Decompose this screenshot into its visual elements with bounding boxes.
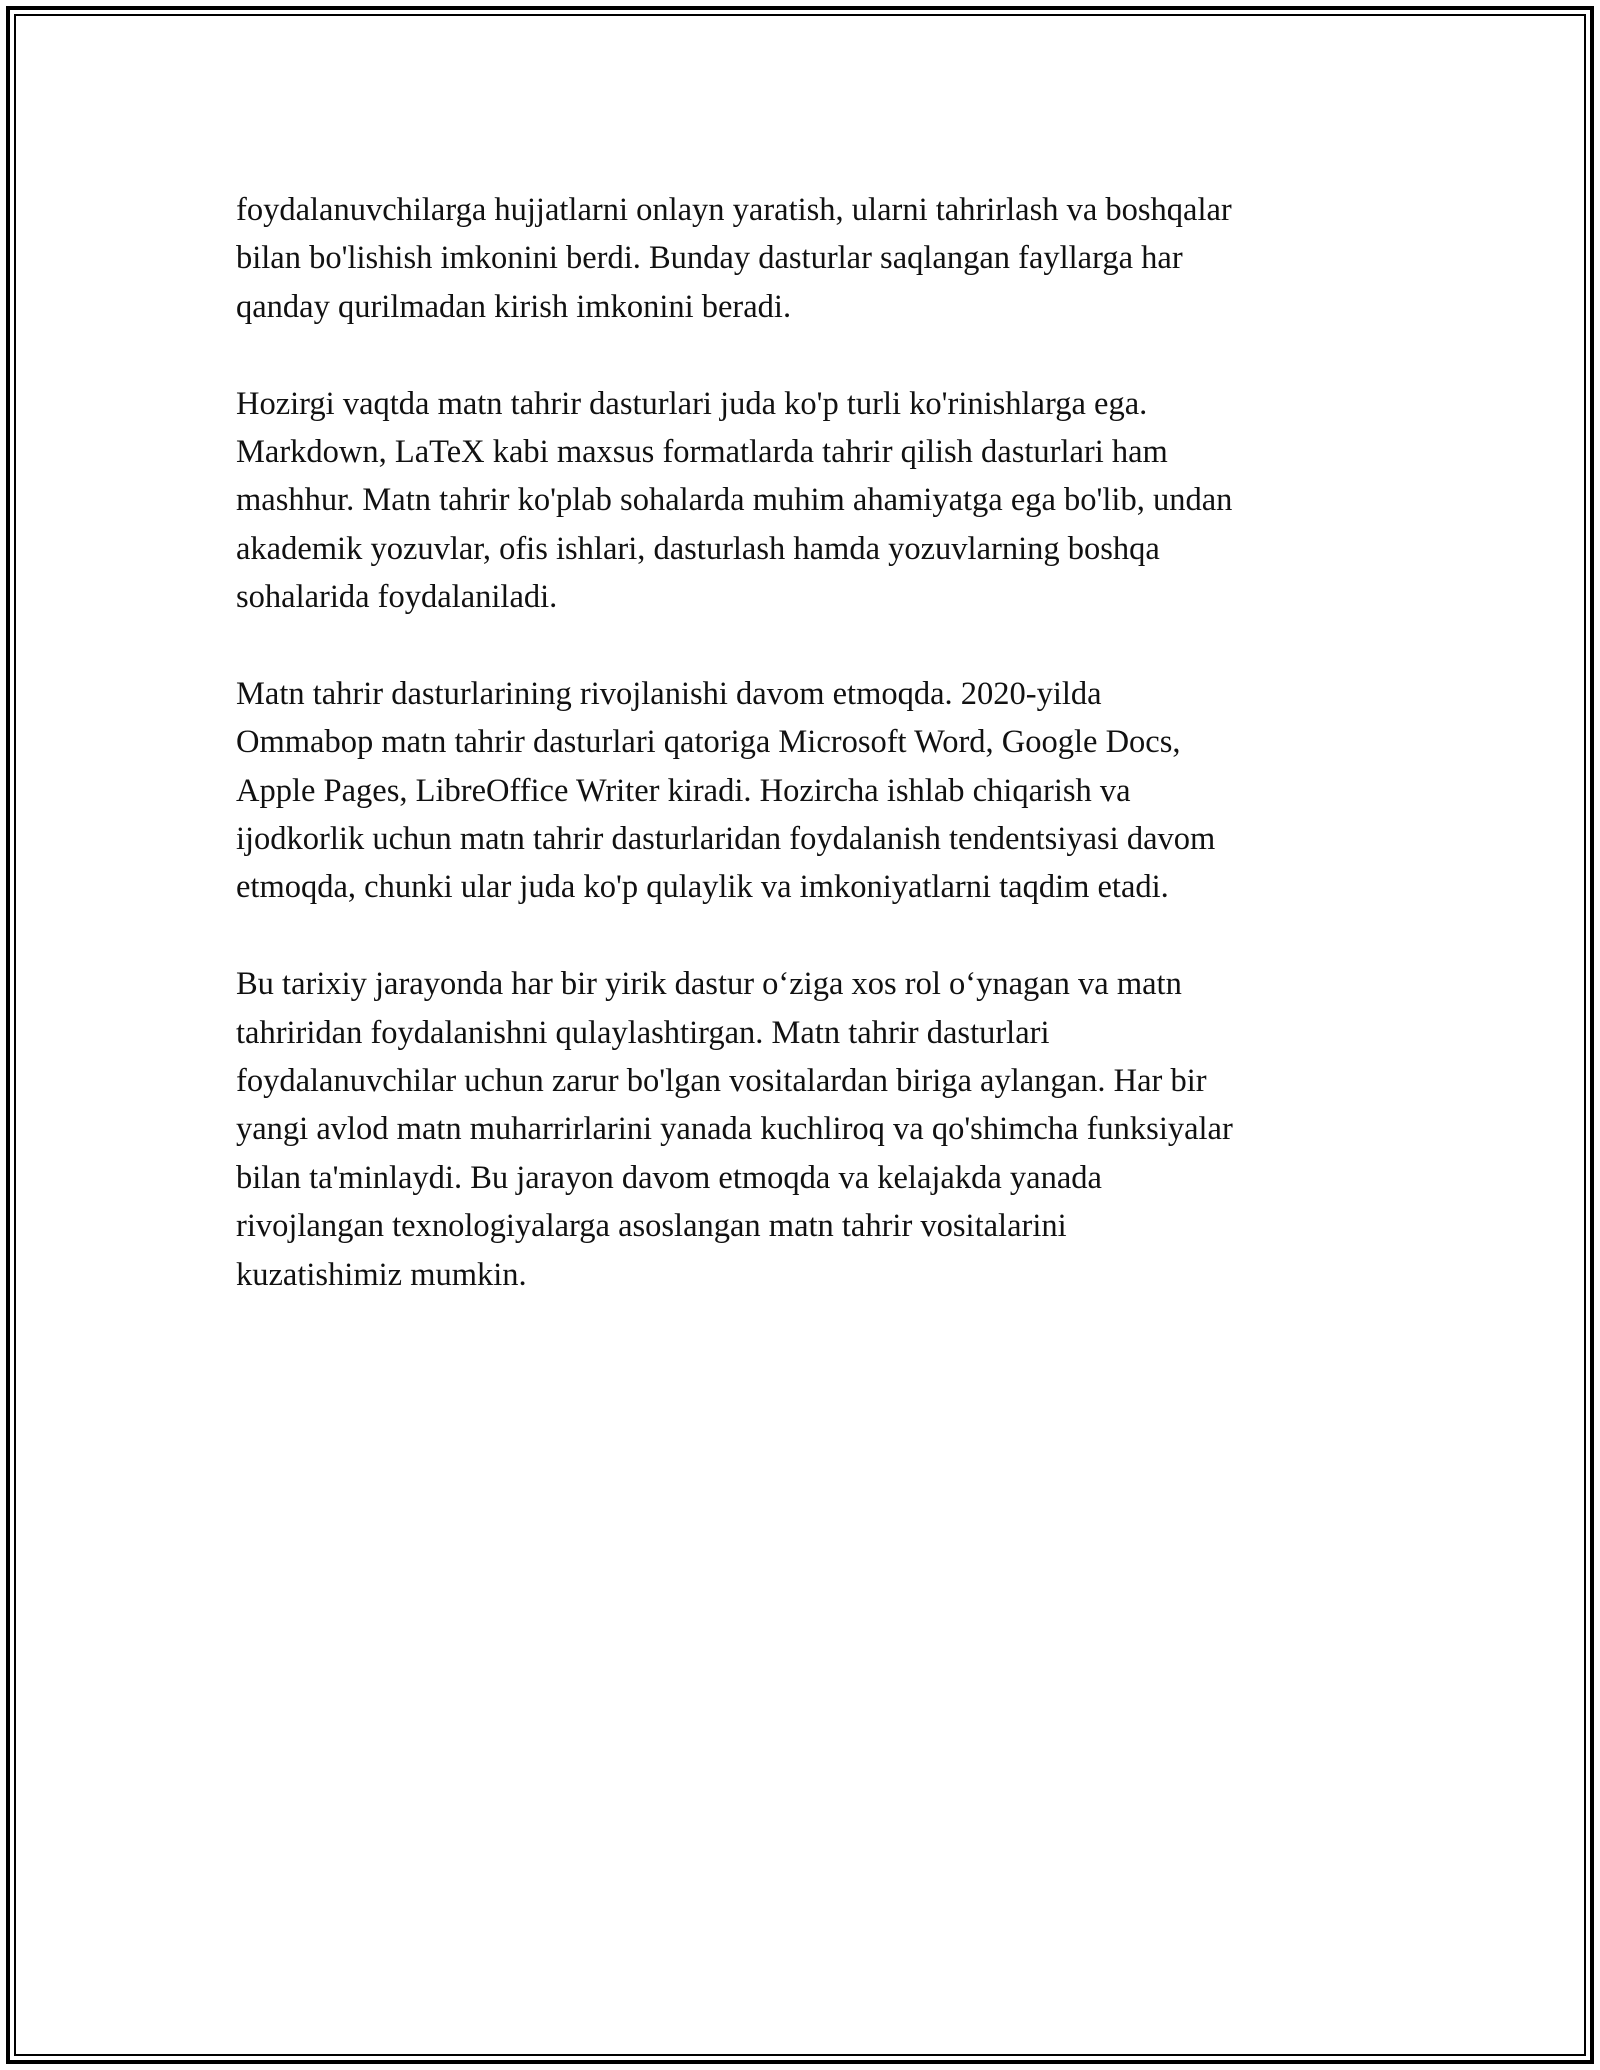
text-line: qanday qurilmadan kirish imkonini beradi. — [236, 288, 792, 325]
text-line: etmoqda, chunki ular juda ko'p qulaylik va imkoniyatlarni taqdim etadi. — [236, 869, 1169, 906]
text-line: Matn tahrir dasturlarining rivojlanishi davom etmoqda. 2020-yilda — [236, 675, 1102, 712]
text-line: kuzatishimiz mumkin. — [236, 1256, 527, 1293]
text-line: Ommabop matn tahrir dasturlari qatoriga Microsoft Word, Google Docs, — [236, 724, 1181, 761]
paragraph-3 — [236, 670, 1366, 912]
text-line: ijodkorlik uchun matn tahrir dasturlaridan foydalanish tendentsiyasi davom — [236, 821, 1216, 858]
paragraph-2 — [236, 380, 1366, 622]
text-line: Hozirgi vaqtda matn tahrir dasturlari juda ko'p turli ko'rinishlarga ega. — [236, 385, 1148, 422]
text-line: rivojlangan texnologiyalarga asoslangan matn tahrir vositalarini — [236, 1208, 1067, 1245]
document-body — [236, 186, 1366, 1347]
text-line: Markdown, LaTeX kabi maxsus formatlarda tahrir qilish dasturlari ham — [236, 433, 1168, 470]
text-line: Apple Pages, LibreOffice Writer kiradi. Hozircha ishlab chiqarish va — [236, 772, 1131, 809]
text-line: foydalanuvchilarga hujjatlarni onlayn yaratish, ularni tahrirlash va boshqalar — [236, 192, 1232, 228]
text-line: sohalarida foydalaniladi. — [236, 579, 558, 616]
paragraph-1 — [236, 186, 1366, 331]
text-line: tahriridan foydalanishni qulaylashtirgan. Matn tahrir dasturlari — [236, 1014, 1050, 1051]
text-line: mashhur. Matn tahrir ko'plab sohalarda muhim ahamiyatga ega bo'lib, undan — [236, 482, 1233, 519]
text-line: Bu tarixiy jarayonda har bir yirik dastur o‘ziga xos rol o‘ynagan va matn — [236, 966, 1182, 1003]
text-line: bilan ta'minlaydi. Bu jarayon davom etmoqda va kelajakda yanada — [236, 1159, 1102, 1196]
text-line: bilan bo'lishish imkonini berdi. Bunday dasturlar saqlangan fayllarga har — [236, 240, 1183, 277]
text-line: yangi avlod matn muharrirlarini yanada kuchliroq va qo'shimcha funksiyalar — [236, 1111, 1233, 1148]
text-line: foydalanuvchilar uchun zarur bo'lgan vositalardan biriga aylangan. Har bir — [236, 1063, 1207, 1100]
paragraph-4 — [236, 960, 1366, 1299]
text-line: akademik yozuvlar, ofis ishlari, dasturlash hamda yozuvlarning boshqa — [236, 530, 1160, 567]
